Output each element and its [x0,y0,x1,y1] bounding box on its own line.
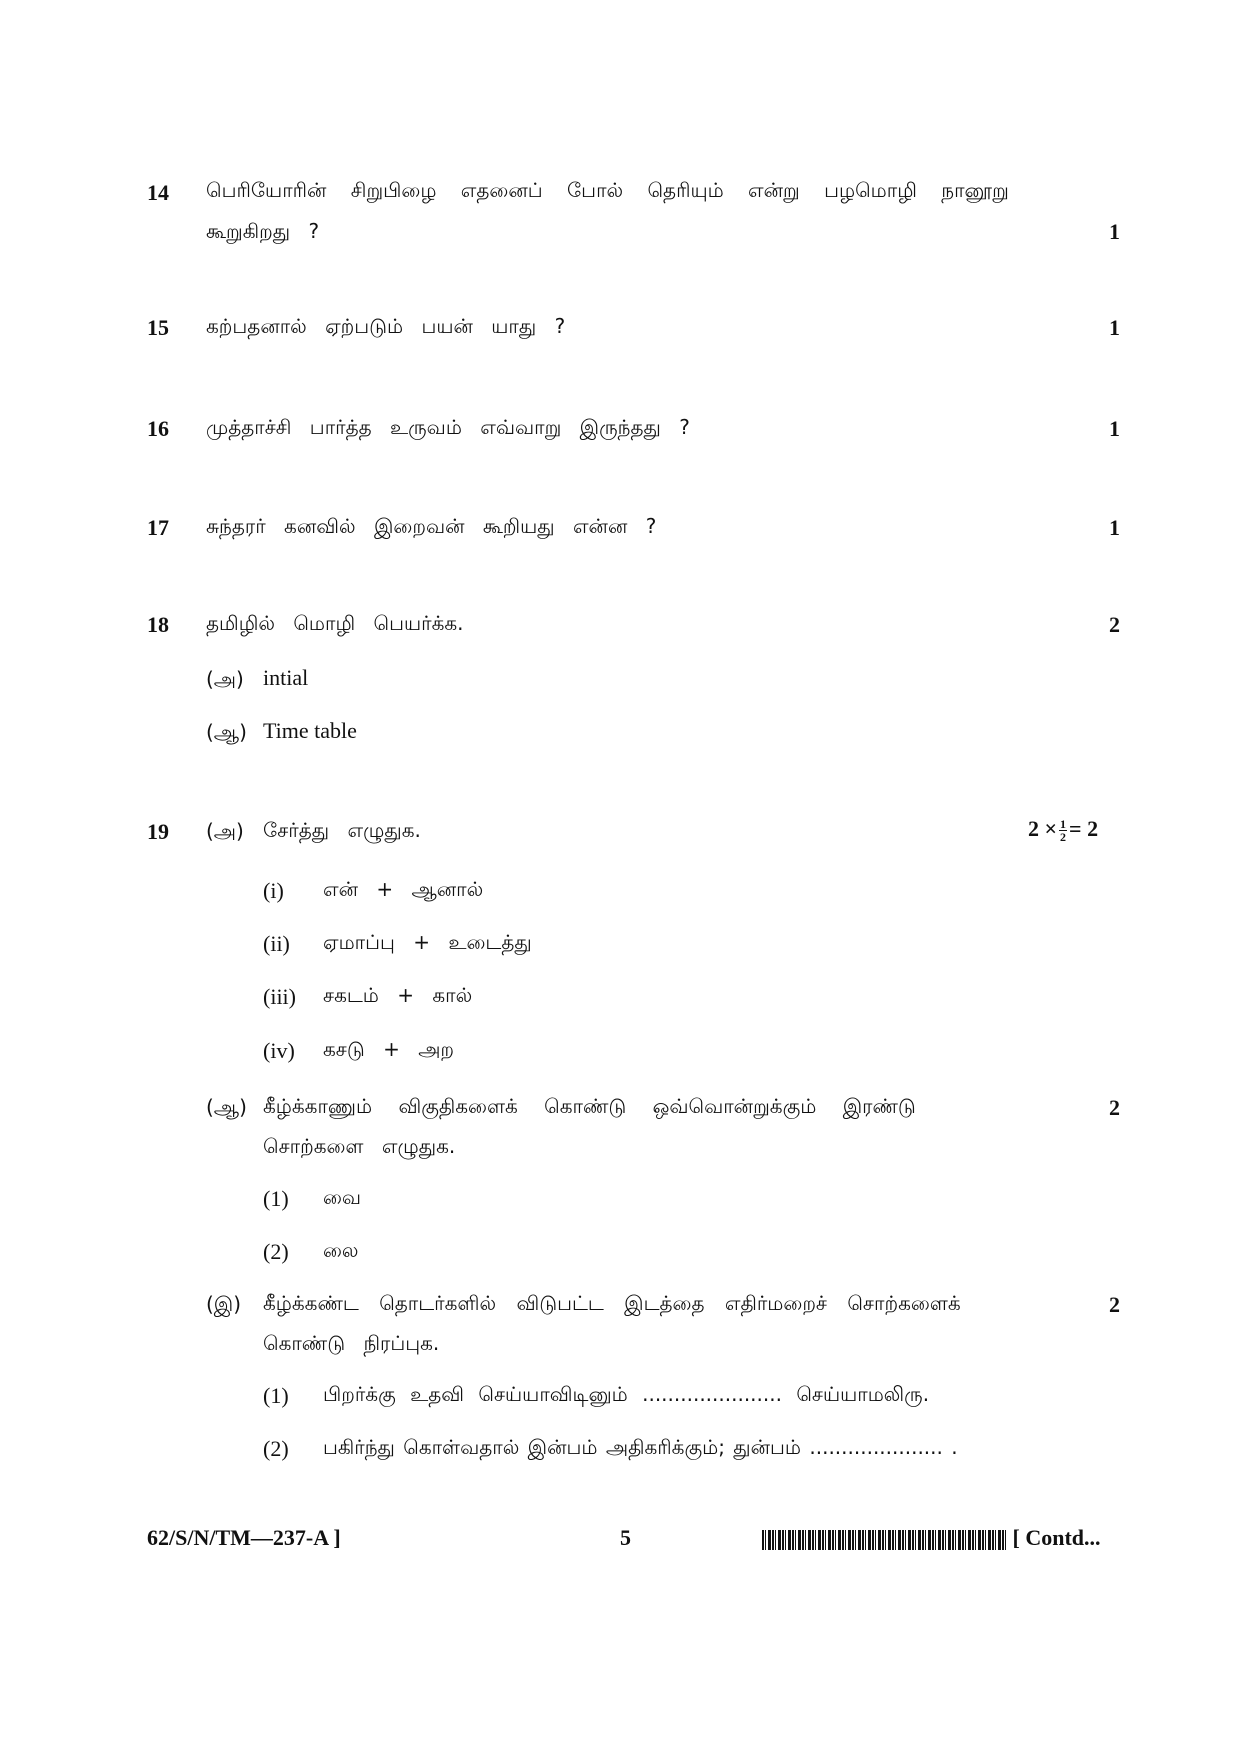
question-19a-item-3-text: சகடம் + கால் [323,983,473,1007]
fraction-denominator: 2 [1060,830,1067,845]
footer-contd: [ Contd... [1012,1525,1101,1550]
fraction-numerator: 1 [1060,817,1067,832]
question-19a-marks-suffix: = 2 [1069,816,1099,841]
question-19c-text-line1: கீழ்க்கண்ட தொடர்களில் விடுபட்ட இடத்தை எதிர்மறைச் சொற்களைக் [263,1291,961,1315]
question-number-17: 17 [147,515,169,540]
question-18-item-b-text: Time table [263,718,357,743]
question-number-16: 16 [147,416,169,441]
question-18-item-a-label: (அ) [206,667,244,691]
question-18-marks: 2 [1109,612,1120,637]
question-18-item-a-text: intial [263,665,309,690]
question-19a-item-2-text: ஏமாப்பு + உடைத்து [323,930,532,954]
question-19c-text-line2: கொண்டு நிரப்புக. [263,1331,440,1355]
question-16-text: முத்தாச்சி பார்த்த உருவம் எவ்வாறு இருந்தது ? [206,415,690,439]
question-number-18: 18 [147,612,169,637]
question-19b-item-1-text: வை [323,1185,362,1209]
question-19b-marks: 2 [1109,1095,1120,1120]
question-19a-text: சேர்த்து எழுதுக. [263,818,421,842]
question-19a-label: (அ) [206,819,244,843]
question-19c-label: (இ) [206,1292,242,1316]
question-19a-item-4-text: கசடு + அற [323,1037,455,1061]
question-19b-text-line1: கீழ்க்காணும் விகுதிகளைக் கொண்டு ஒவ்வொன்றுக்கும் இரண்டு [263,1094,916,1118]
question-16-marks: 1 [1109,416,1120,441]
question-17-text: சுந்தரர் கனவில் இறைவன் கூறியது என்ன ? [206,514,657,538]
question-19c-item-1-text: பிறர்க்கு உதவி செய்யாவிடினும் ...................... செய்யாமலிரு. [323,1382,930,1406]
footer-page-number: 5 [620,1525,631,1550]
fraction-half [1059,818,1067,843]
question-19c-item-1-label: (1) [263,1383,289,1408]
question-19a-item-4-label: (iv) [263,1038,295,1063]
question-number-15: 15 [147,315,169,340]
question-14-text-line1: பெரியோரின் சிறுபிழை எதனைப் போல் தெரியும் என்று பழமொழி நானூறு [206,178,1009,202]
question-19a-marks-prefix: 2 × [1028,816,1058,841]
question-19a-marks [1028,816,1098,843]
question-19c-item-2-text: பகிர்ந்து கொள்வதால் இன்பம் அதிகரிக்கும்; துன்பம் ..................... . [323,1435,958,1459]
question-19b-item-2-text: லை [323,1238,359,1262]
footer-paper-code: 62/S/N/TM—237-A ] [147,1525,341,1550]
question-19c-item-2-label: (2) [263,1436,289,1461]
question-19b-item-1-label: (1) [263,1186,289,1211]
question-17-marks: 1 [1109,515,1120,540]
question-number-19: 19 [147,819,169,844]
question-15-text: கற்பதனால் ஏற்படும் பயன் யாது ? [206,314,566,338]
question-19b-label: (ஆ) [206,1095,247,1119]
barcode [762,1530,1007,1550]
question-15-marks: 1 [1109,315,1120,340]
question-19b-text-line2: சொற்களை எழுதுக. [263,1134,456,1158]
footer-right [762,1525,1101,1551]
question-19b-item-2-label: (2) [263,1239,289,1264]
question-14-text-line2: கூறுகிறது ? [206,219,320,243]
question-19a-item-3-label: (iii) [263,984,296,1009]
question-19a-item-1-text: என் + ஆனால் [323,877,484,901]
question-19a-item-1-label: (i) [263,878,284,903]
question-18-text: தமிழில் மொழி பெயர்க்க. [206,611,464,635]
question-19a-item-2-label: (ii) [263,931,290,956]
question-number-14: 14 [147,180,169,205]
question-19c-marks: 2 [1109,1292,1120,1317]
question-14-marks: 1 [1109,219,1120,244]
question-18-item-b-label: (ஆ) [206,720,247,744]
